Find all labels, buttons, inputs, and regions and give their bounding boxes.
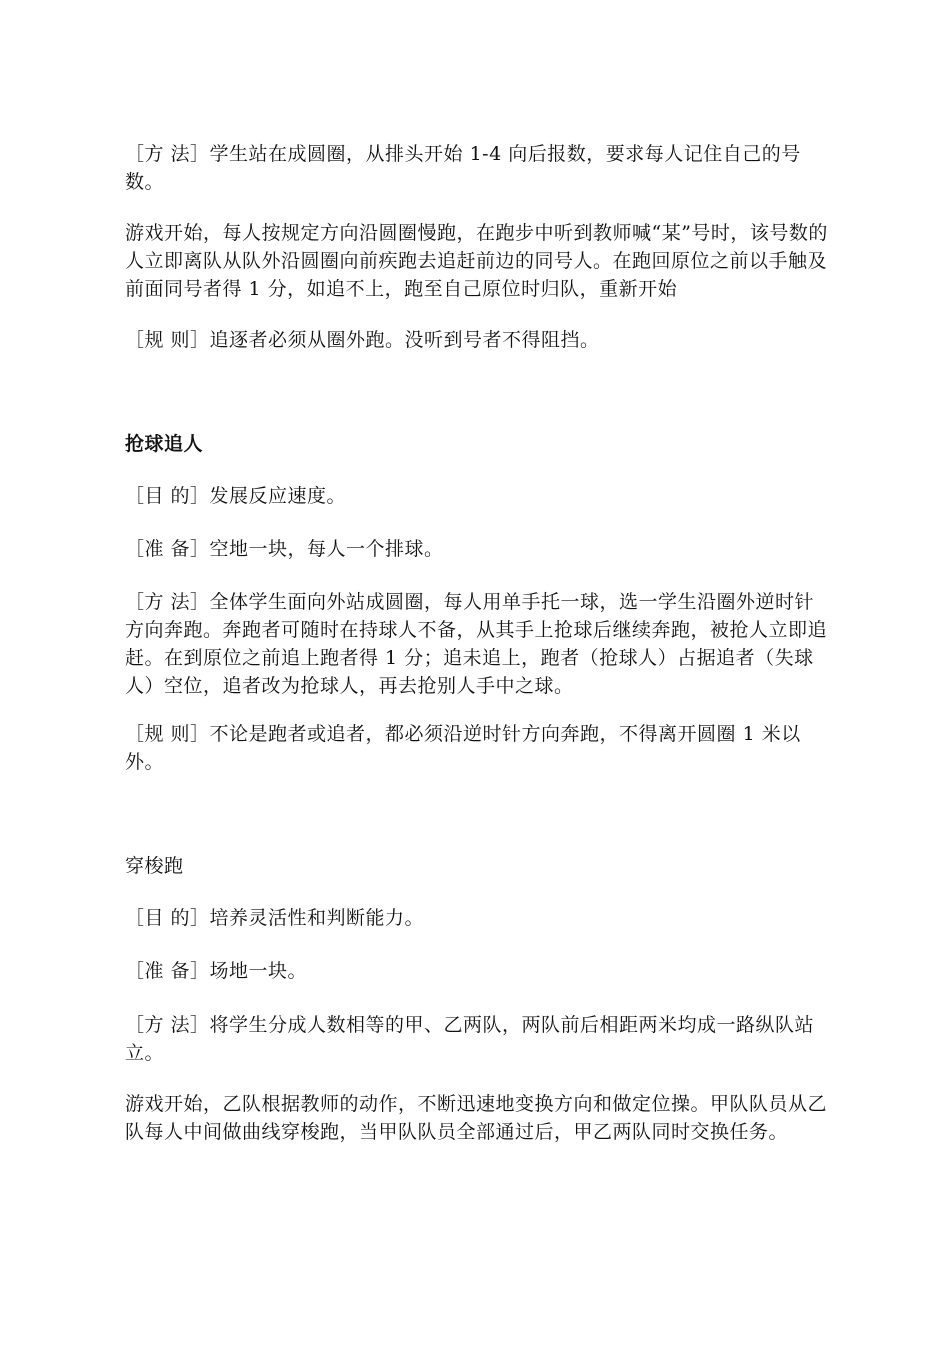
section1-method-paragraph: ［方 法］学生站在成圆圈，从排头开始 1-4 向后报数，要求每人记住自己的号数。 <box>125 143 801 193</box>
section1-process-paragraph: 游戏开始，每人按规定方向沿圆圈慢跑，在跑步中听到教师喊“某”号时，该号数的人立即离队从队外沿圆圈向前疾跑去追赶前边的同号人。在跑回原位之前以手触及前面同号者得 1 分，如追不上，跑至自己原位时归队，重新开始 <box>125 222 828 300</box>
section3-purpose-paragraph: ［目 的］培养灵活性和判断能力。 <box>125 907 425 929</box>
section2-prepare-paragraph: ［准 备］空地一块，每人一个排球。 <box>125 538 444 560</box>
section2-method-paragraph: ［方 法］全体学生面向外站成圆圈，每人用单手托一球，选一学生沿圈外逆时针方向奔跑。奔跑者可随时在持球人不备，从其手上抢球后继续奔跑，被抢人立即追赶。在到原位之前追上跑者得 1 分；追未追上，跑者（抢球人）占据追者（失球人）空位，追者改为抢球人，再去抢别人手中之球。 <box>125 591 828 697</box>
section1-rule-paragraph: ［规 则］追逐者必须从圈外跑。没听到号者不得阻挡。 <box>125 329 600 351</box>
section3-process-paragraph: 游戏开始，乙队根据教师的动作，不断迅速地变换方向和做定位操。甲队队员从乙队每人中间做曲线穿梭跑，当甲队队员全部通过后，甲乙两队同时交换任务。 <box>125 1093 828 1143</box>
section2-rule-paragraph: ［规 则］不论是跑者或追者，都必须沿逆时针方向奔跑，不得离开圆圈 1 米以外。 <box>125 723 801 773</box>
section3-prepare-paragraph: ［准 备］场地一块。 <box>125 960 308 982</box>
section2-title: 抢球追人 <box>125 433 204 455</box>
section2-purpose-paragraph: ［目 的］发展反应速度。 <box>125 485 347 507</box>
section3-method-paragraph: ［方 法］将学生分成人数相等的甲、乙两队，两队前后相距两米均成一路纵队站立。 <box>125 1014 815 1064</box>
section3-title: 穿梭跑 <box>125 855 184 877</box>
